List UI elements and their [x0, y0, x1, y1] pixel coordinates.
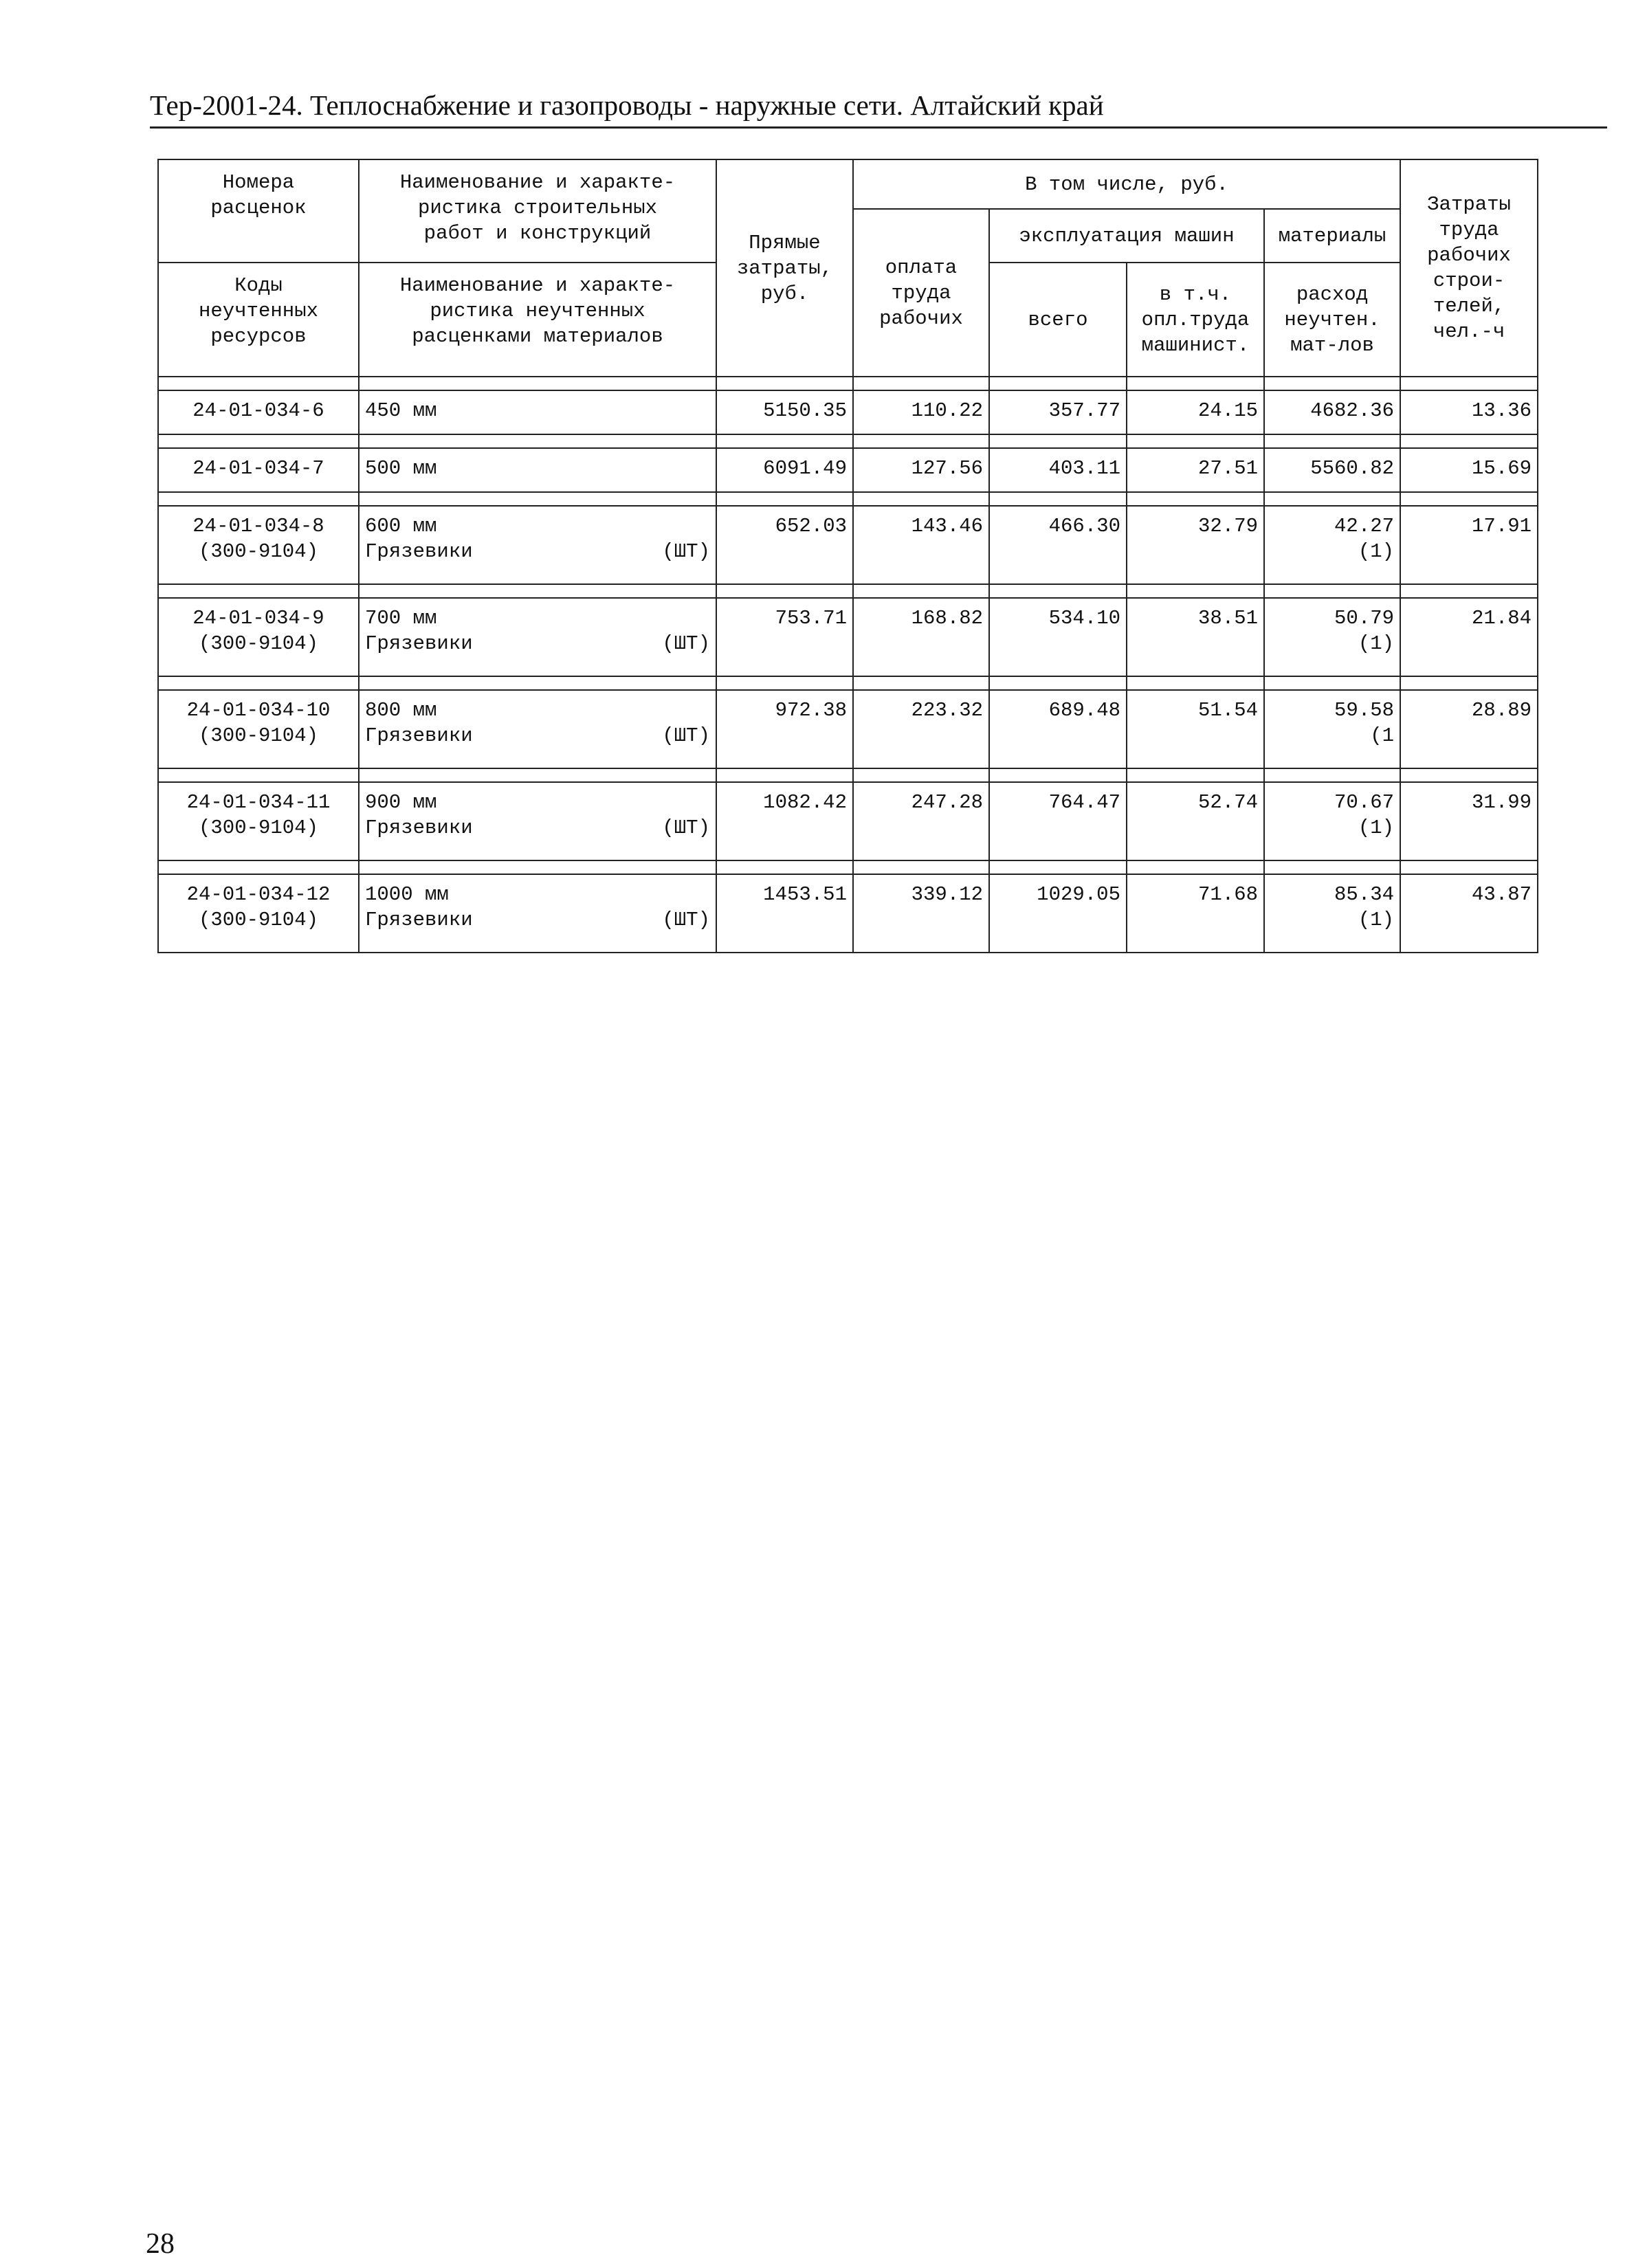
separator-cell	[1400, 492, 1538, 506]
separator-cell	[1127, 377, 1264, 390]
labor-pay: 110.22	[911, 399, 983, 422]
header-machines-total: всего	[989, 263, 1127, 377]
separator-cell	[989, 676, 1127, 690]
work-name: 700 мм	[365, 607, 437, 630]
header-rule	[150, 126, 1607, 129]
separator-cell	[1400, 377, 1538, 390]
labor-pay: 127.56	[911, 457, 983, 480]
separator-cell	[853, 676, 989, 690]
row-separator	[158, 377, 1538, 390]
resource-code: (300-9104)	[198, 632, 319, 655]
machinist-pay: 38.51	[1197, 607, 1258, 630]
labor-pay-cell	[853, 874, 989, 953]
row-separator	[158, 860, 1538, 874]
rate-code-cell	[158, 598, 359, 676]
separator-cell	[716, 492, 853, 506]
materials-cell	[1264, 506, 1400, 584]
header-machinist-pay: в т.ч. опл.труда машинист.	[1127, 263, 1264, 377]
materials-cell	[1264, 782, 1400, 860]
labor-hours: 21.84	[1472, 607, 1532, 630]
material-unit: (ШТ)	[662, 816, 710, 839]
page-number: 28	[146, 2228, 175, 2260]
machinist-pay-cell	[1127, 390, 1264, 434]
labor-hours-cell	[1400, 390, 1538, 434]
machinist-pay: 51.54	[1197, 699, 1258, 722]
materials-cost: 42.27	[1334, 515, 1395, 537]
machines-total: 403.11	[1048, 457, 1120, 480]
material-unit: (ШТ)	[662, 540, 710, 563]
header-labor-hours: Затраты труда рабочих строи- телей, чел.-ч	[1400, 159, 1538, 377]
direct-costs: 652.03	[775, 515, 847, 537]
machines-total-cell	[989, 690, 1127, 768]
work-name-cell	[359, 874, 716, 953]
header-direct-costs: Прямые затраты, руб.	[716, 159, 853, 377]
work-name-cell	[359, 598, 716, 676]
table-row	[158, 874, 1538, 953]
machines-total: 534.10	[1048, 607, 1120, 630]
unaccounted-quantity: (1	[1370, 724, 1395, 747]
work-name: 600 мм	[365, 515, 437, 537]
separator-cell	[1400, 584, 1538, 598]
separator-cell	[1400, 676, 1538, 690]
unaccounted-quantity: (1)	[1358, 540, 1395, 563]
rate-code: 24-01-034-11	[186, 791, 331, 814]
separator-cell	[716, 768, 853, 782]
materials-cost: 85.34	[1334, 883, 1395, 906]
rate-code-cell	[158, 782, 359, 860]
labor-pay-cell	[853, 448, 989, 492]
separator-cell	[359, 434, 716, 448]
row-separator	[158, 584, 1538, 598]
row-separator	[158, 676, 1538, 690]
separator-cell	[1264, 860, 1400, 874]
separator-cell	[359, 584, 716, 598]
labor-pay-cell	[853, 506, 989, 584]
work-name: 800 мм	[365, 699, 437, 722]
resource-code: (300-9104)	[198, 816, 319, 839]
material-unit: (ШТ)	[662, 724, 710, 747]
separator-cell	[158, 860, 359, 874]
material-unit: (ШТ)	[662, 632, 710, 655]
machinist-pay: 24.15	[1197, 399, 1258, 422]
machines-total-cell	[989, 874, 1127, 953]
work-name-cell	[359, 782, 716, 860]
separator-cell	[989, 860, 1127, 874]
separator-cell	[989, 377, 1127, 390]
header-works-name: Наименование и характе- ристика строительных работ и конструкций	[359, 159, 716, 263]
labor-hours-cell	[1400, 874, 1538, 953]
rate-code-cell	[158, 874, 359, 953]
separator-cell	[716, 676, 853, 690]
machinist-pay-cell	[1127, 782, 1264, 860]
separator-cell	[1264, 768, 1400, 782]
labor-pay-cell	[853, 390, 989, 434]
separator-cell	[1127, 676, 1264, 690]
separator-cell	[1264, 377, 1400, 390]
labor-hours-cell	[1400, 448, 1538, 492]
machines-total-cell	[989, 598, 1127, 676]
material-name: Грязевики	[365, 724, 473, 747]
separator-cell	[1264, 676, 1400, 690]
direct-costs-cell	[716, 782, 853, 860]
separator-cell	[1127, 492, 1264, 506]
separator-cell	[853, 492, 989, 506]
labor-hours: 28.89	[1472, 699, 1532, 722]
header-machines: эксплуатация машин	[989, 209, 1264, 263]
unaccounted-quantity: (1)	[1358, 909, 1395, 931]
separator-cell	[989, 434, 1127, 448]
machines-total: 466.30	[1048, 515, 1120, 537]
material-name: Грязевики	[365, 816, 473, 839]
direct-costs: 6091.49	[763, 457, 847, 480]
separator-cell	[1264, 434, 1400, 448]
separator-cell	[1400, 768, 1538, 782]
material-name: Грязевики	[365, 540, 473, 563]
materials-cost: 5560.82	[1310, 457, 1395, 480]
header-unaccounted-materials: расход неучтен. мат-лов	[1264, 263, 1400, 377]
direct-costs-cell	[716, 690, 853, 768]
header-row-1	[158, 159, 1538, 209]
machinist-pay: 71.68	[1197, 883, 1258, 906]
direct-costs: 1453.51	[763, 883, 847, 906]
separator-cell	[853, 584, 989, 598]
labor-hours: 13.36	[1472, 399, 1532, 422]
materials-cell	[1264, 390, 1400, 434]
labor-pay: 223.32	[911, 699, 983, 722]
rate-code: 24-01-034-9	[192, 607, 324, 630]
machines-total: 1029.05	[1037, 883, 1120, 906]
separator-cell	[1400, 860, 1538, 874]
separator-cell	[989, 492, 1127, 506]
machines-total: 764.47	[1048, 791, 1120, 814]
materials-cost: 4682.36	[1310, 399, 1395, 422]
separator-cell	[1264, 492, 1400, 506]
separator-cell	[158, 434, 359, 448]
material-name: Грязевики	[365, 909, 473, 931]
work-name-cell	[359, 690, 716, 768]
machinist-pay-cell	[1127, 448, 1264, 492]
separator-cell	[853, 768, 989, 782]
labor-hours: 17.91	[1472, 515, 1532, 537]
machines-total-cell	[989, 506, 1127, 584]
header-rate-numbers: Номера расценок	[158, 159, 359, 263]
separator-cell	[1127, 860, 1264, 874]
materials-cost: 59.58	[1334, 699, 1395, 722]
separator-cell	[853, 860, 989, 874]
separator-cell	[716, 584, 853, 598]
direct-costs-cell	[716, 448, 853, 492]
materials-cost: 70.67	[1334, 791, 1395, 814]
header-materials: материалы	[1264, 209, 1400, 263]
rate-code: 24-01-034-8	[192, 515, 324, 537]
table-row	[158, 690, 1538, 768]
resource-code: (300-9104)	[198, 540, 319, 563]
labor-hours-cell	[1400, 598, 1538, 676]
separator-cell	[1127, 434, 1264, 448]
separator-cell	[989, 584, 1127, 598]
header-including: В том числе, руб.	[853, 159, 1400, 209]
separator-cell	[716, 377, 853, 390]
machinist-pay-cell	[1127, 598, 1264, 676]
separator-cell	[158, 492, 359, 506]
labor-pay: 143.46	[911, 515, 983, 537]
rate-code: 24-01-034-12	[186, 883, 331, 906]
labor-hours-cell	[1400, 782, 1538, 860]
rate-code-cell	[158, 390, 359, 434]
machines-total: 689.48	[1048, 699, 1120, 722]
direct-costs: 1082.42	[763, 791, 847, 814]
machinist-pay-cell	[1127, 874, 1264, 953]
rate-code: 24-01-034-7	[192, 457, 324, 480]
separator-cell	[359, 860, 716, 874]
material-unit: (ШТ)	[662, 909, 710, 931]
separator-cell	[1127, 584, 1264, 598]
direct-costs: 972.38	[775, 699, 847, 722]
header-labor-pay: оплата труда рабочих	[853, 209, 989, 377]
labor-pay-cell	[853, 690, 989, 768]
separator-cell	[158, 584, 359, 598]
separator-cell	[359, 676, 716, 690]
machines-total-cell	[989, 448, 1127, 492]
resource-code: (300-9104)	[198, 909, 319, 931]
separator-cell	[853, 377, 989, 390]
table-row	[158, 448, 1538, 492]
direct-costs-cell	[716, 598, 853, 676]
separator-cell	[716, 434, 853, 448]
separator-cell	[853, 434, 989, 448]
direct-costs: 753.71	[775, 607, 847, 630]
labor-hours: 15.69	[1472, 457, 1532, 480]
separator-cell	[1127, 768, 1264, 782]
direct-costs: 5150.35	[763, 399, 847, 422]
materials-cell	[1264, 598, 1400, 676]
direct-costs-cell	[716, 506, 853, 584]
work-name-cell	[359, 448, 716, 492]
labor-pay: 168.82	[911, 607, 983, 630]
resource-code: (300-9104)	[198, 724, 319, 747]
header-materials-name: Наименование и характе- ристика неучтенных расценками материалов	[359, 263, 716, 377]
labor-pay: 247.28	[911, 791, 983, 814]
separator-cell	[359, 377, 716, 390]
table-row	[158, 598, 1538, 676]
row-separator	[158, 492, 1538, 506]
separator-cell	[359, 768, 716, 782]
materials-cell	[1264, 448, 1400, 492]
work-name-cell	[359, 506, 716, 584]
work-name: 500 мм	[365, 457, 437, 480]
separator-cell	[716, 860, 853, 874]
materials-cost: 50.79	[1334, 607, 1395, 630]
unaccounted-quantity: (1)	[1358, 632, 1395, 655]
row-separator	[158, 434, 1538, 448]
separator-cell	[1264, 584, 1400, 598]
rate-code-cell	[158, 506, 359, 584]
machinist-pay: 52.74	[1197, 791, 1258, 814]
rate-code-cell	[158, 690, 359, 768]
work-name-cell	[359, 390, 716, 434]
rate-code-cell	[158, 448, 359, 492]
separator-cell	[158, 768, 359, 782]
labor-hours-cell	[1400, 690, 1538, 768]
separator-cell	[359, 492, 716, 506]
unaccounted-quantity: (1)	[1358, 816, 1395, 839]
direct-costs-cell	[716, 874, 853, 953]
rates-table	[157, 159, 1538, 953]
materials-cell	[1264, 874, 1400, 953]
labor-pay: 339.12	[911, 883, 983, 906]
header-resource-codes: Коды неучтенных ресурсов	[158, 263, 359, 377]
work-name: 450 мм	[365, 399, 437, 422]
table-row	[158, 390, 1538, 434]
direct-costs-cell	[716, 390, 853, 434]
labor-hours: 31.99	[1472, 791, 1532, 814]
machines-total-cell	[989, 782, 1127, 860]
material-name: Грязевики	[365, 632, 473, 655]
rate-code: 24-01-034-10	[186, 699, 331, 722]
labor-hours: 43.87	[1472, 883, 1532, 906]
separator-cell	[1400, 434, 1538, 448]
rate-code: 24-01-034-6	[192, 399, 324, 422]
machines-total: 357.77	[1048, 399, 1120, 422]
running-header: Тер-2001-24. Теплоснабжение и газопроводы - наружные сети. Алтайский край	[150, 89, 1104, 121]
table-row	[158, 782, 1538, 860]
work-name: 900 мм	[365, 791, 437, 814]
machinist-pay: 32.79	[1197, 515, 1258, 537]
work-name: 1000 мм	[365, 883, 449, 906]
labor-pay-cell	[853, 598, 989, 676]
machinist-pay-cell	[1127, 506, 1264, 584]
separator-cell	[989, 768, 1127, 782]
row-separator	[158, 768, 1538, 782]
machines-total-cell	[989, 390, 1127, 434]
separator-cell	[158, 676, 359, 690]
separator-cell	[158, 377, 359, 390]
machinist-pay: 27.51	[1197, 457, 1258, 480]
labor-hours-cell	[1400, 506, 1538, 584]
labor-pay-cell	[853, 782, 989, 860]
table-row	[158, 506, 1538, 584]
machinist-pay-cell	[1127, 690, 1264, 768]
materials-cell	[1264, 690, 1400, 768]
